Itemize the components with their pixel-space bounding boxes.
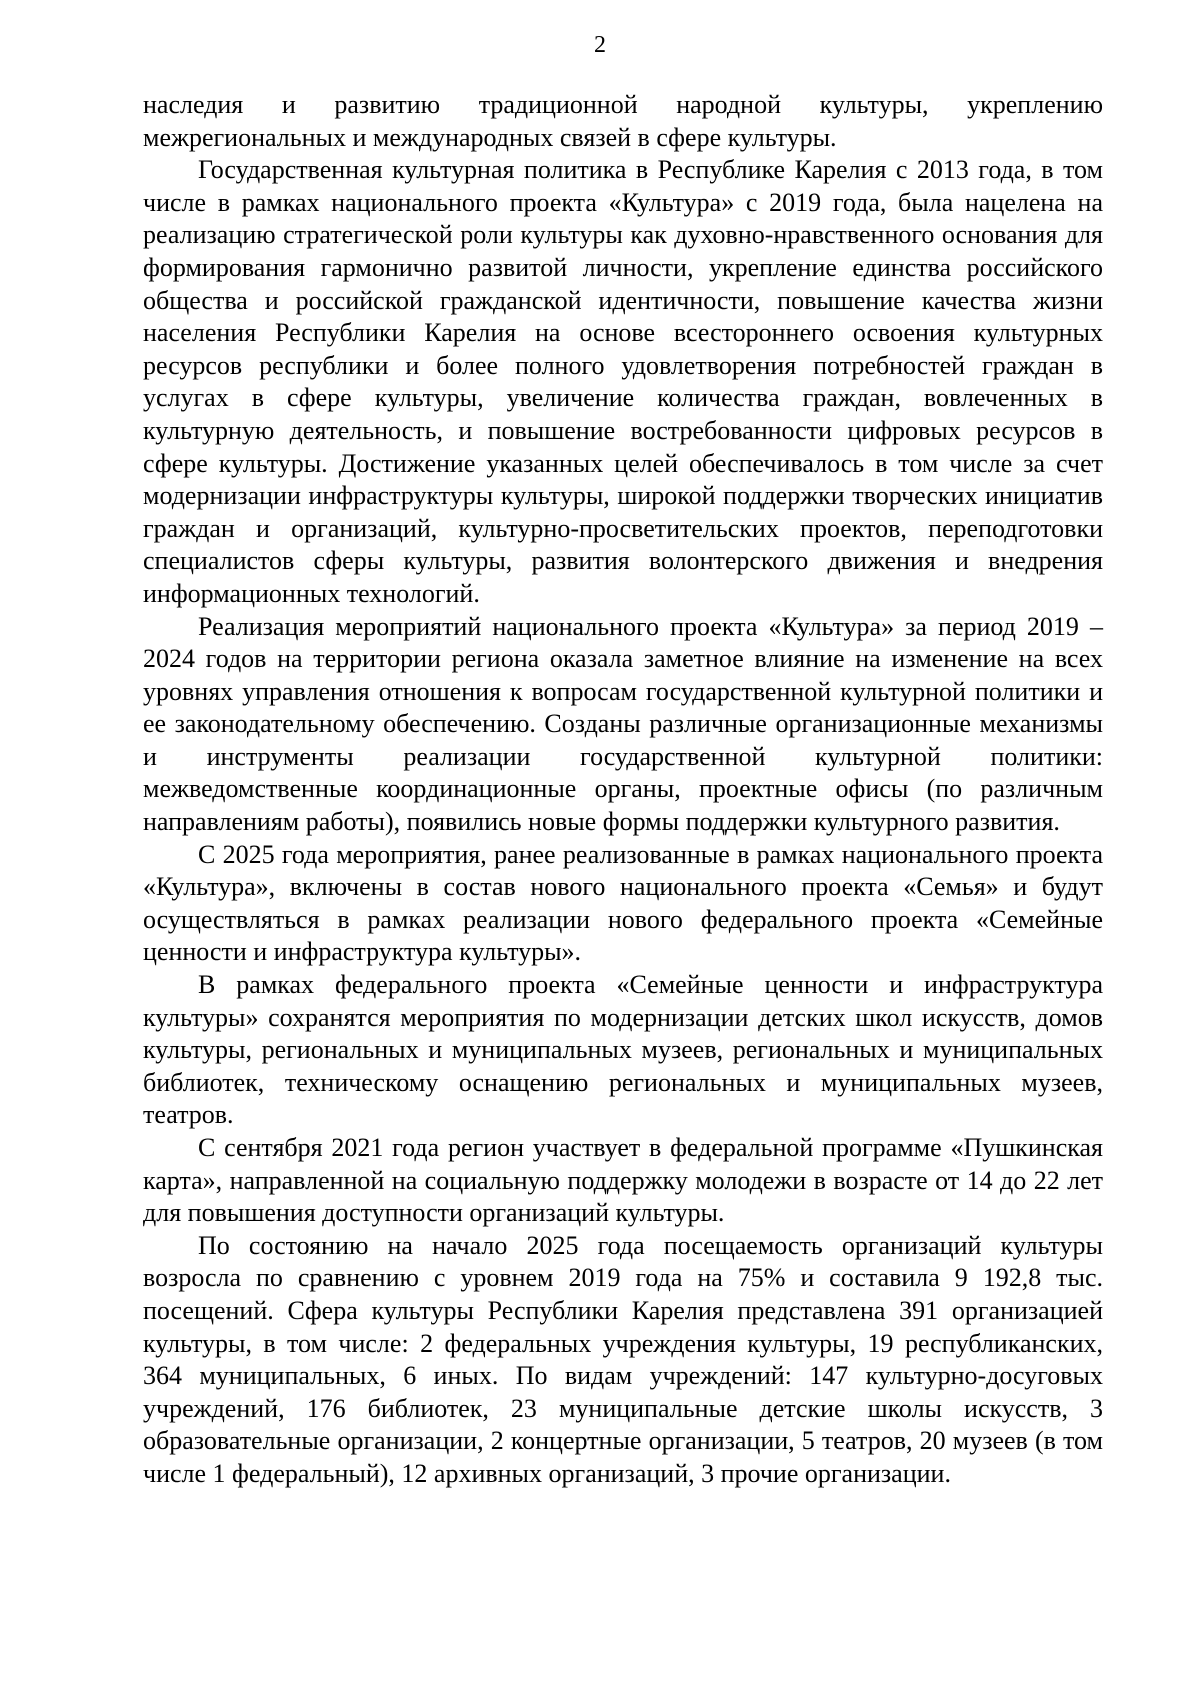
paragraph-continuation: наследия и развитию традиционной народной культуры, укреплению межрегиональных и международных связей в сфере культуры. — [143, 90, 1103, 152]
document-body — [143, 89, 1103, 1491]
paragraph-pushkin-card: С сентября 2021 года регион участвует в федеральной программе «Пушкинская карта», направленной на социальную поддержку молодежи в возрасте от 14 до 22 лет для повышения доступности организаций культуры. — [143, 1133, 1103, 1228]
paragraph-family-project: С 2025 года мероприятия, ранее реализованные в рамках национального проекта «Культура», включены в состав нового национального проекта «Семья» и будут осуществляться в рамках реализации нового федерального проекта «Семейные ценности и инфраструктура культуры». — [143, 839, 1103, 967]
paragraph-statistics: По состоянию на начало 2025 года посещаемость организаций культуры возросла по сравнению с уровнем 2019 года на 75% и составила 9 192,8 тыс. посещений. Сфера культуры Республики Карелия представлена 391 организацией культуры, в том числе: 2 федеральных учреждения культуры, 19 республиканских, 364 муниципальных, 6 иных. По видам учреждений: 147 культурно-досуговых учреждений, 176 библиотек, 23 муниципальные детские школы искусств, 3 образовательные организации, 2 концертные организации, 5 театров, 20 музеев (в том числе 1 федеральный), 12 архивных организаций, 3 прочие организации. — [143, 1230, 1103, 1488]
page-number: 2 — [594, 32, 606, 58]
paragraph-federal-project-measures: В рамках федерального проекта «Семейные ценности и инфраструктура культуры» сохранятся мероприятия по модернизации детских школ искусств, домов культуры, региональных и муниципальных музеев, региональных и муниципальных библиотек, техническому оснащению региональных и муниципальных музеев, театров. — [143, 970, 1103, 1130]
paragraph-cultural-policy: Государственная культурная политика в Республике Карелия с 2013 года, в том числе в рамках национального проекта «Культура» с 2019 года, была нацелена на реализацию стратегической роли культуры как духовно-нравственного основания для формирования гармонично развитой личности, укрепление единства российского общества и российской гражданской идентичности, повышение качества жизни населения Республики Карелия на основе всестороннего освоения культурных ресурсов республики и более полного удовлетворения потребностей граждан в услугах в сфере культуры, увеличение количества граждан, вовлеченных в культурную деятельность, и повышение востребованности цифровых ресурсов в сфере культуры. Достижение указанных целей обеспечивалось в том числе за счет модернизации инфраструктуры культуры, широкой поддержки творческих инициатив граждан и организаций, культурно-просветительских проектов, переподготовки специалистов сферы культуры, развития волонтерского движения и внедрения информационных технологий. — [143, 155, 1103, 608]
paragraph-national-project-results: Реализация мероприятий национального проекта «Культура» за период 2019 – 2024 годов на территории региона оказала заметное влияние на изменение на всех уровнях управления отношения к вопросам государственной культурной политики и ее законодательному обеспечению. Созданы различные организационные механизмы и инструменты реализации государственной культурной политики: межведомственные координационные органы, проектные офисы (по различным направлениям работы), появились новые формы поддержки культурного развития. — [143, 611, 1103, 837]
